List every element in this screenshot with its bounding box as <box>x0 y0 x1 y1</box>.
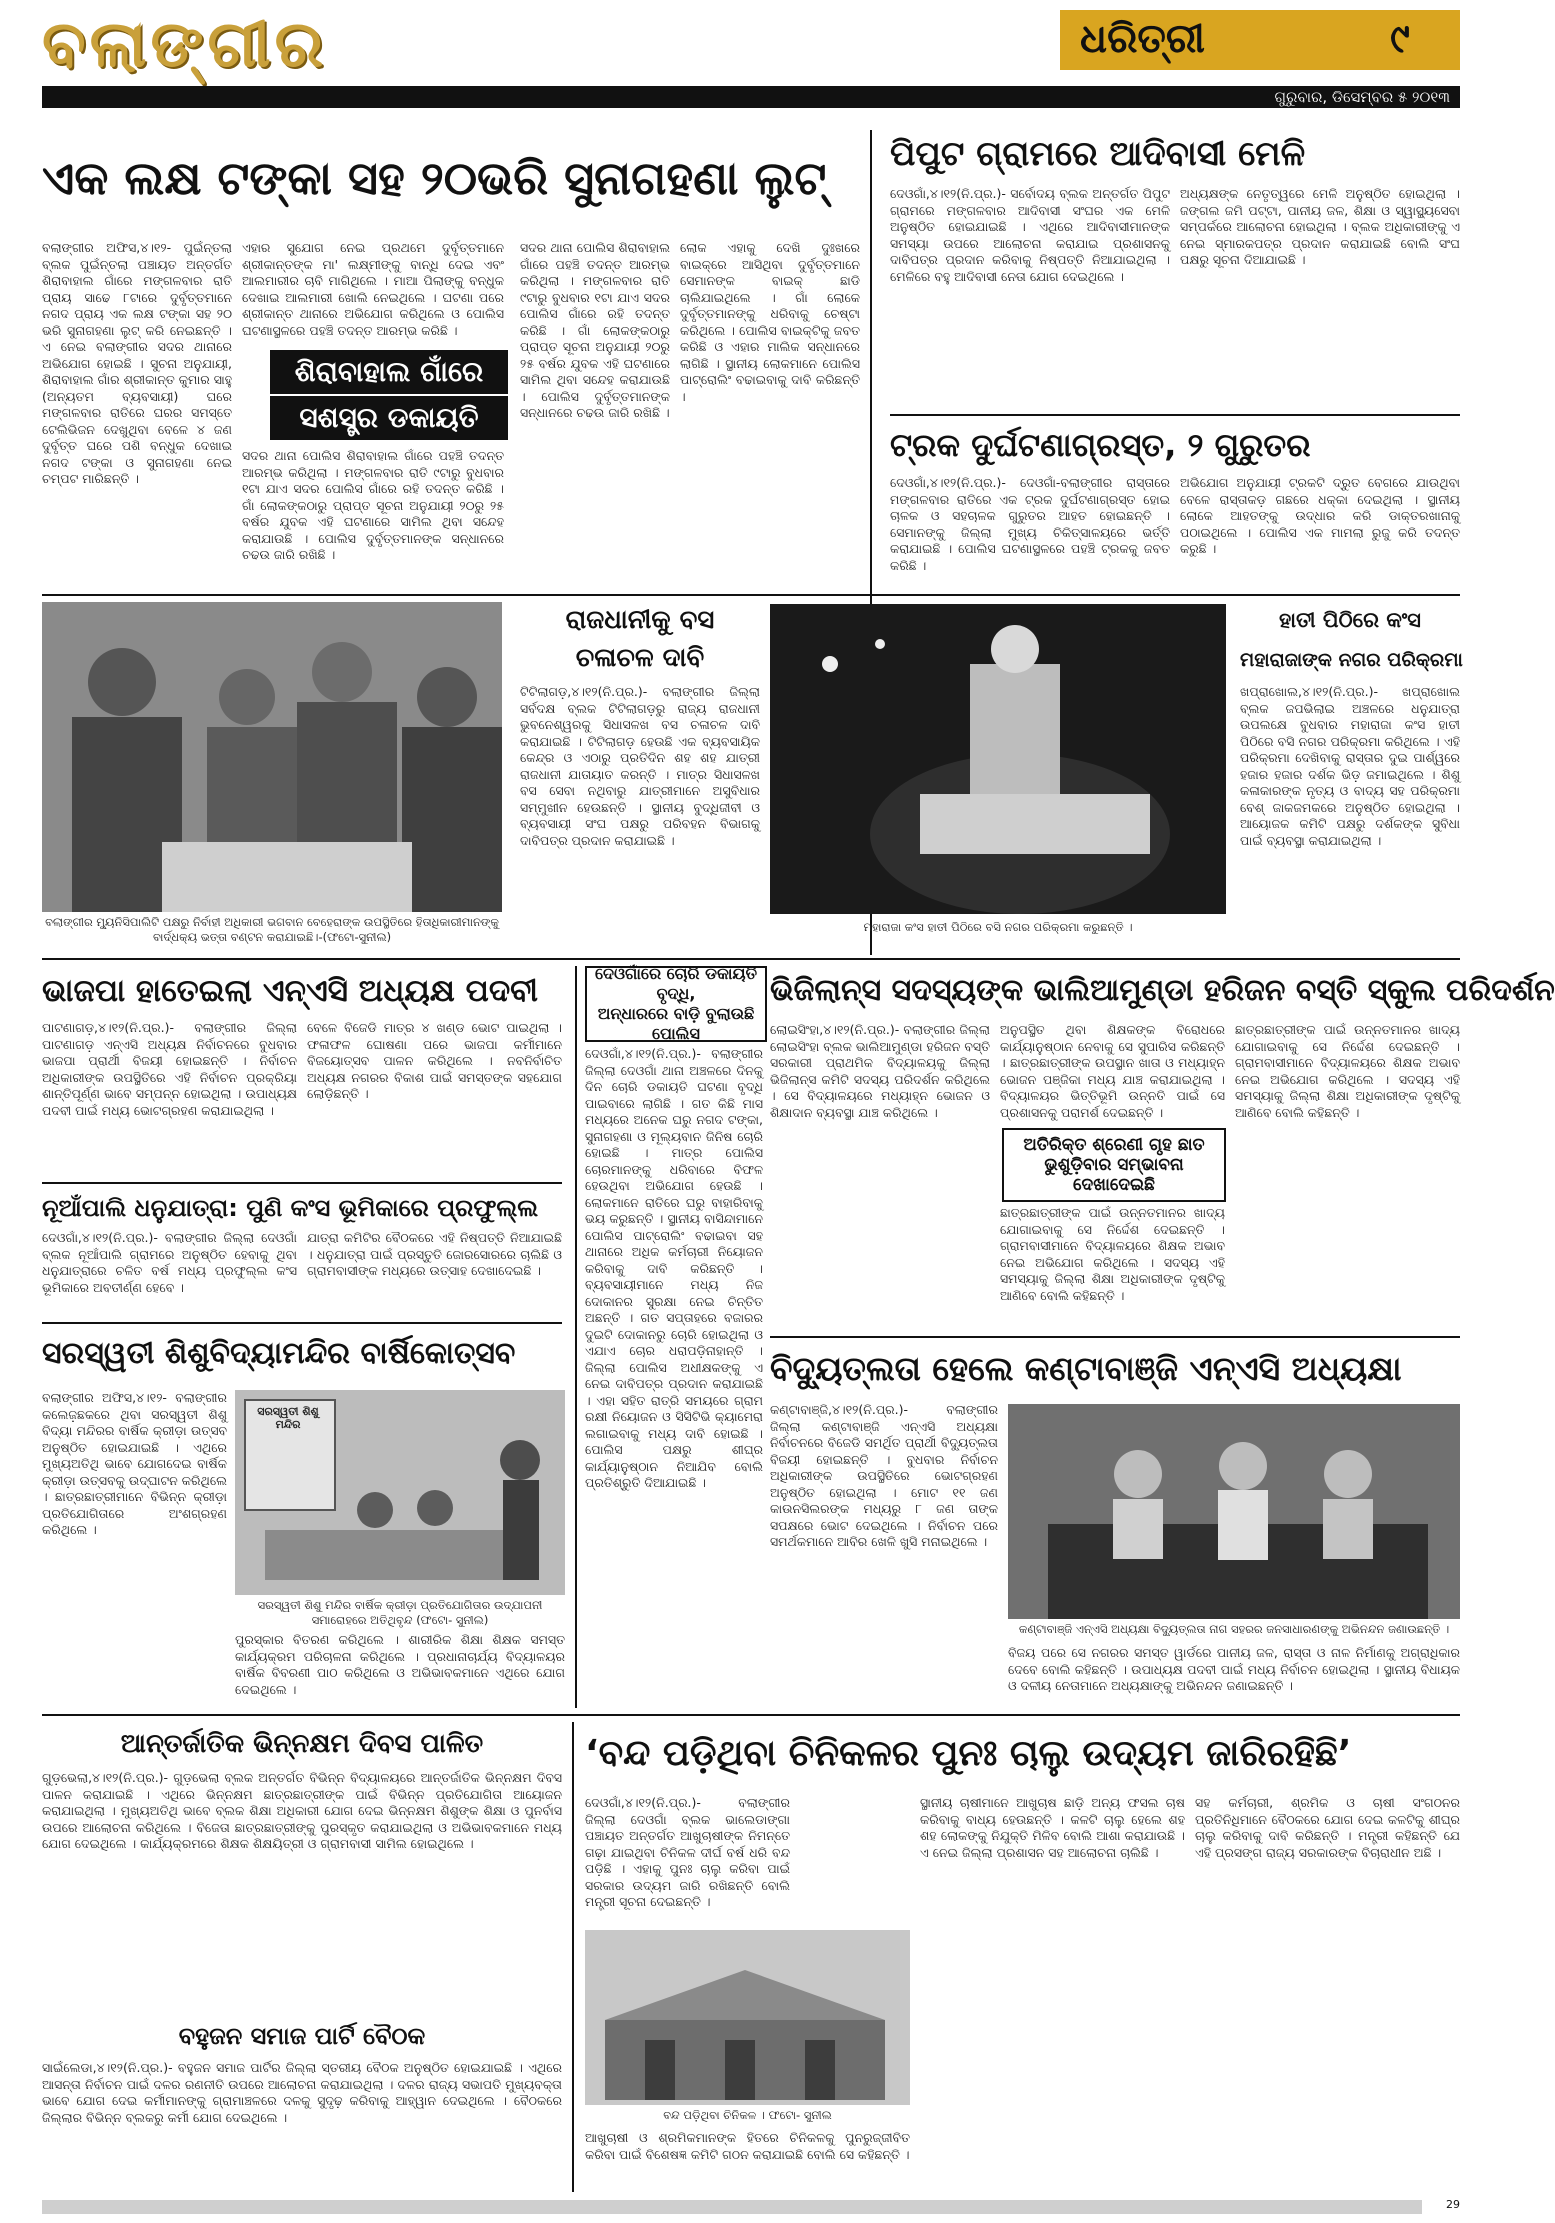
sugar-mill-graphic <box>585 1930 910 2105</box>
kansa-elephant-graphic <box>770 604 1226 914</box>
bsp-headline: ବହୁଜନ ସମାଜ ପାର୍ଟି ବୈଠକ <box>178 2022 426 2050</box>
kantabanji-photo-graphic <box>1008 1404 1460 1619</box>
lead-col-1: ବଲାଙ୍ଗୀର ଅଫିସ,୪।୧୨- ପୁଇଁନ୍ତଲା ବ୍ଲକ ପୁଇଁନ୍ତଲା ପଞ୍ଚାୟତ ଅନ୍ତର୍ଗତ ଶିରାବାହାଲ ଗାଁରେ ମଙ୍ଗଳବାର ରାତି ପ୍ରାୟ ସାଢେ ୮ଟାରେ ଦୁର୍ବୃତ୍ତମାନେ ନଗଦ ପ୍ରାୟ ଏକ ଲକ୍ଷ ଟଙ୍କା ସହ ୨୦ ଭରି ସୁନାଗହଣା ଲୁଟ୍ କରି ନେଇଛନ୍ତି । ଏ ନେଇ ବଲାଙ୍ଗୀର ସଦର ଥାନାରେ ଅଭିଯୋଗ ହୋଇଛି । ସୁଚନା ଅନୁଯାୟୀ, ଶିରାବାହାଲ ଗାଁର ଶ୍ରୀକାନ୍ତ କୁମାର ସାହୁ (ଅନ୍ୟତମ ବ୍ୟବସାୟୀ) ଘରେ ମଙ୍ଗଳବାର ରାତିରେ ଘରର ସମସ୍ତେ ଟେଲିଭିଜନ ଦେଖୁଥିବା ବେଳେ ୪ ଜଣ ଦୁର୍ବୃତ୍ତ ଘରେ ପଶି ବନ୍ଧୁକ ଦେଖାଇ ନଗଦ ଟଙ୍କା ଓ ସୁନାଗହଣା ନେଇ ଚମ୍ପଟ ମାରିଛନ୍ତି । <box>42 240 232 486</box>
folio-number: 29 <box>1446 2198 1460 2211</box>
kansa-body: ଖପ୍ରାଖୋଲ,୪।୧୨(ନି.ପ୍ର.)- ଖପ୍ରାଖୋଲ ବ୍ଲକ ଜପଭିଲାଇ ଅଞ୍ଚଳରେ ଧନୁଯାତ୍ରା ଉପଲକ୍ଷେ ବୁଧବାର ମହାରାଜା କଂସ ହାତୀ ପିଠିରେ ବସି ନଗର ପରିକ୍ରମା କରିଥିଲେ । ଏହି ପରିକ୍ରମା ଦେଖିବାକୁ ରାସ୍ତାର ଦୁଇ ପାର୍ଶ୍ୱରେ ହଜାର ହଜାର ଦର୍ଶକ ଭିଡ଼ ଜମାଇଥିଲେ । ଶିଶୁ କଳାକାରଙ୍କ ନୃତ୍ୟ ଓ ବାଦ୍ୟ ସହ ପରିକ୍ରମା ବେଶ୍ ଜାକଜମକରେ ଅନୁଷ୍ଠିତ ହୋଇଥିଲା । ଆୟୋଜକ କମିଟି ପକ୍ଷରୁ ଦର୍ଶକଙ୍କ ସୁବିଧା ପାଇଁ ବ୍ୟବସ୍ଥା କରାଯାଇଥିଲା । <box>1240 684 1460 848</box>
saraswati-col-1: ବଲାଙ୍ଗୀର ଅଫିସ,୪।୧୨- ବଲାଙ୍ଗୀର କଲେଜ଼ଛକରେ ଥିବା ସରସ୍ୱତୀ ଶିଶୁ ବିଦ୍ୟା ମନ୍ଦିରର ବାର୍ଷିକ କ୍ରୀଡ଼ା ଉତ୍ସବ ଅନୁଷ୍ଠିତ ହୋଇଯାଇଛି । ଏଥିରେ ମୁଖ୍ୟଅତିଥି ଭାବେ ଯୋଗଦେଇ ବାର୍ଷିକ କ୍ରୀଡ଼ା ଉତ୍ସବକୁ ଉଦ୍‌ଘାଟନ କରିଥିଲେ । ଛାତ୍ରଛାତ୍ରୀମାନେ ବିଭିନ୍ନ କ୍ରୀଡ଼ା ପ୍ରତିଯୋଗିତାରେ ଅଂଶଗ୍ରହଣ କରିଥିଲେ । <box>42 1390 227 1537</box>
section-divider <box>42 1714 1460 1716</box>
kansa-headline-2: ମହାରାଜାଙ୍କ ନଗର ପରିକ୍ରମା <box>1240 649 1463 671</box>
lead-subhead-1: ଶିରାବାହାଲ ଗାଁରେ <box>270 350 508 394</box>
saraswati-banner-text: ସରସ୍ୱତୀ ଶିଶୁ ମନ୍ଦିର <box>257 1405 319 1431</box>
saraswati-headline: ସରସ୍ୱତୀ ଶିଶୁବିଦ୍ୟାମନ୍ଦିର ବାର୍ଷିକୋତ୍ସବ <box>42 1336 516 1371</box>
bjp-headline: ଭାଜପା ହାତେଇଲା ଏନ୍‌ଏସି ଅଧ୍ୟକ୍ଷ ପଦବୀ <box>42 973 539 1009</box>
divider <box>42 1182 562 1184</box>
kantabanji-photo-caption: କଣ୍ଟାବାଞ୍ଜି ଏନ୍‌ଏସି ଅଧ୍ୟକ୍ଷା ବିଦ୍ୟୁତ୍‌ଲତା ନାଗ ସହରର ଜନସାଧାରଣଙ୍କୁ ଅଭିନନ୍ଦନ ଜଣାଉଛନ୍ତି । <box>1018 1622 1450 1636</box>
truck-col-2: ଅଭିଯୋଗ ଅନୁଯାୟୀ ଟ୍ରକଟି ଦ୍ରୁତ ବେଗରେ ଯାଉଥିବା ବେଳେ ରାସ୍ତାକଡ଼ ଗଛରେ ଧକ୍କା ଦେଇଥିଲା । ସ୍ଥାନୀୟ ଲୋକେ ଆହତଙ୍କୁ ଉଦ୍ଧାର କରି ଡାକ୍ତରଖାନାକୁ ପଠାଇଥିଲେ । ପୋଲିସ ଏକ ମାମଲା ରୁଜୁ କରି ତଦନ୍ତ କରୁଛି । <box>1180 475 1460 556</box>
dhanu-headline: ନୂଆଁପାଲି ଧନୁଯାତ୍ରା: ପୁଣି କଂସ ଭୂମିକାରେ ପ୍ରଫୁଲ୍ଲ <box>42 1194 539 1222</box>
hostel-headline-box <box>1002 1128 1226 1202</box>
divider <box>42 1322 562 1324</box>
footer-bar <box>42 2200 1422 2214</box>
disabled-headline: ଆନ୍ତର୍ଜାତିକ ଭିନ୍ନକ୍ଷମ ଦିବସ ପାଳିତ <box>120 1729 484 1759</box>
pension-photo <box>42 602 502 912</box>
vigilance-col-1: ଲୋଇସିଂହା,୪।୧୨(ନି.ପ୍ର.)- ବଲାଙ୍ଗୀର ଜିଲ୍ଲା ଲୋଇସିଂହା ବ୍ଲକ ଭାଲିଆମୁଣ୍ଡା ହରିଜନ ବସ୍ତି ସରକାରୀ ପ୍ରାଥମିକ ବିଦ୍ୟାଳୟକୁ ଜିଲ୍ଲା ଭିଜିଲାନ୍ସ କମିଟି ସଦସ୍ୟ ପରିଦର୍ଶନ କରିଥିଲେ । ସେ ବିଦ୍ୟାଳୟରେ ମଧ୍ୟାହ୍ନ ଭୋଜନ ଓ ଶିକ୍ଷାଦାନ ବ୍ୟବସ୍ଥା ଯାଞ୍ଚ କରିଥିଲେ । <box>770 1022 990 1120</box>
sugar-photo-caption: ବନ୍ଦ ପଡ଼ିଥିବା ଚିନିକଳ । ଫଟୋ- ସୁନୀଲ <box>663 2108 832 2122</box>
divider <box>770 1336 1460 1338</box>
sugar-col-1: ଦେଓଗାଁ,୪।୧୨(ନି.ପ୍ର.)- ବଲାଙ୍ଗୀର ଜିଲ୍ଲା ଦେଓଗାଁ ବ୍ଲକ ଭାଲେଡାଙ୍ଗା ପଞ୍ଚାୟତ ଅନ୍ତର୍ଗତ ଆଖୁଚାଷୀଙ୍କ ନିମନ୍ତେ ଗଢ଼ା ଯାଇଥିବା ଚିନିକଳ ଦୀର୍ଘ ବର୍ଷ ଧରି ବନ୍ଦ ପଡ଼ିଛି । ଏହାକୁ ପୁନଃ ଚାଲୁ କରିବା ପାଇଁ ସରକାର ଉଦ୍ୟମ ଜାରି ରଖିଛନ୍ତି ବୋଲି ମନ୍ତ୍ରୀ ସୂଚନା ଦେଇଛନ୍ତି । <box>585 1795 790 1909</box>
pipupat-col-1: ଦେଓଗାଁ,୪।୧୨(ନି.ପ୍ର.)- ସର୍ବୋଦୟ ବ୍ଲକ ଅନ୍ତର୍ଗତ ପିପୁଟ ଗ୍ରାମରେ ମଙ୍ଗଳବାର ଆଦିବାସୀ ସଂଘର ଏକ ମେଳି ଅନୁଷ୍ଠିତ ହୋଇଯାଇଛି । ଏଥିରେ ଆଦିବାସୀମାନଙ୍କ ସମସ୍ୟା ଉପରେ ଆଲୋଚନା କରାଯାଇ ପ୍ରଶାସନକୁ ଦାବିପତ୍ର ପ୍ରଦାନ କରିବାକୁ ନିଷ୍ପତ୍ତି ନିଆଯାଇଥିଲା । ମେଳିରେ ବହୁ ଆଦିବାସୀ ନେତା ଯୋଗ ଦେଇଥିଲେ । <box>890 186 1170 284</box>
dhanu-col-2: ଯାତ୍ରା କମିଟିର ବୈଠକରେ ଏହି ନିଷ୍ପତ୍ତି ନିଆଯାଇଛି । ଧନୁଯାତ୍ରା ପାଇଁ ପ୍ରସ୍ତୁତି ଜୋରସୋରରେ ଚାଲିଛି ଓ ଗ୍ରାମବାସୀଙ୍କ ମଧ୍ୟରେ ଉତ୍ସାହ ଦେଖାଦେଇଛି । <box>307 1230 562 1278</box>
vigilance-col-2b: ଛାତ୍ରଛାତ୍ରୀଙ୍କ ପାଇଁ ଉନ୍ନତମାନର ଖାଦ୍ୟ ଯୋଗାଇବାକୁ ସେ ନିର୍ଦ୍ଦେଶ ଦେଇଛନ୍ତି । ଗ୍ରାମବାସୀମାନେ ବିଦ୍ୟାଳୟରେ ଶିକ୍ଷକ ଅଭାବ ନେଇ ଅଭିଯୋଗ କରିଥିଲେ । ସଦସ୍ୟ ଏହି ସମସ୍ୟାକୁ ଜିଲ୍ଲା ଶିକ୍ଷା ଅଧିକାରୀଙ୍କ ଦୃଷ୍ଟିକୁ ଆଣିବେ ବୋଲି କହିଛନ୍ତି । <box>1000 1205 1225 1303</box>
hostel-headline-1: ଅତିରିକ୍ତ ଶ୍ରେଣୀ ଗୃହ ଛାତ <box>1023 1135 1205 1155</box>
truck-headline: ଟ୍ରକ ଦୁର୍ଘଟଣାଗ୍ରସ୍ତ, ୨ ଗୁରୁତର <box>890 426 1311 464</box>
section-divider <box>42 958 1460 960</box>
kansa-elephant-photo <box>770 604 1226 914</box>
sugar-col-3: ସହ କର୍ମଚାରୀ, ଶ୍ରମିକ ଓ ଚାଷୀ ସଂଗଠନର ପ୍ରତିନିଧିମାନେ ବୈଠକରେ ଯୋଗ ଦେଇ କଳଟିକୁ ଶୀଘ୍ର ଚାଲୁ କରିବାକୁ ଦାବି କରିଛନ୍ତି । ମନ୍ତ୍ରୀ କହିଛନ୍ତି ଯେ ଏହି ପ୍ରସଙ୍ଗ ରାଜ୍ୟ ସରକାରଙ୍କ ବିଚାରାଧୀନ ଅଛି । <box>1195 1795 1460 1860</box>
deogaon-headline-1: ଦେଓଗାଁରେ ଚୋରି ଡକାୟତି ବୃଦ୍ଧି, <box>594 964 758 1003</box>
pension-photo-caption: ବଲାଙ୍ଗୀର ମ୍ୟୁନିସିପାଲିଟି ପକ୍ଷରୁ ନିର୍ବାହୀ ଅଧିକାରୀ ଭଗବାନ ବେହେରାଙ୍କ ଉପସ୍ଥିତିରେ ହିତାଧିକାରୀମାନଙ୍କୁ ବାର୍ଦ୍ଧକ୍ୟ ଭତ୍ତା ବଣ୍ଟନ କରାଯାଇଛି।-(ଫଟୋ-ସୁନୀଲ) <box>45 915 499 944</box>
pension-photo-graphic <box>42 602 502 912</box>
lead-col-2b: ସଦର ଥାନା ପୋଲିସ ଶିରାବାହାଲ ଗାଁରେ ପହଞ୍ଚି ତଦନ୍ତ ଆରମ୍ଭ କରିଥିଲା । ମଙ୍ଗଳବାର ରାତି ୯ଟାରୁ ବୁଧବାର ୧ଟା ଯାଏ ସଦର ପୋଲିସ ଗାଁରେ ରହି ତଦନ୍ତ କରିଛି । ଗାଁ ଲୋକଙ୍କଠାରୁ ପ୍ରାପ୍ତ ସୂଚନା ଅନୁଯାୟୀ ୨୦ରୁ ୨୫ ବର୍ଷର ଯୁବକ ଏହି ଘଟଣାରେ ସାମିଲ ଥିବା ସନ୍ଦେହ କରାଯାଉଛି । ପୋଲିସ ଦୁର୍ବୃତ୍ତମାନଙ୍କ ସନ୍ଧାନରେ ଚଢଉ ଜାରି ରଖିଛି । <box>242 448 504 562</box>
masthead-title: ବଲାଙ୍ଗୀର <box>42 7 328 82</box>
sugar-mill-photo <box>585 1930 910 2105</box>
lead-col-2: ଏହାର ସୁଯୋଗ ନେଇ ପ୍ରଥମେ ଦୁର୍ବୃତ୍ତମାନେ ଶ୍ରୀକାନ୍ତଙ୍କ ମା' ଲକ୍ଷ୍ମୀଙ୍କୁ ବାନ୍ଧି ଦେଇ ଏବଂ ଆଲମାରୀର ଚାବି ମାଗିଥିଲେ । ମାଆ ପିଲାଙ୍କୁ ବନ୍ଧୁକ ଦେଖାଇ ଆଲମାରୀ ଖୋଲି ନେଇଥିଲେ । ଘଟଣା ପରେ ଶ୍ରୀକାନ୍ତ ଥାନାରେ ଅଭିଯୋଗ କରିଥିଲେ ଓ ପୋଲିସ ଘଟଣାସ୍ଥଳରେ ପହଞ୍ଚି ତଦନ୍ତ ଆରମ୍ଭ କରିଛି । <box>242 240 504 338</box>
lead-col-3: ସଦର ଥାନା ପୋଲିସ ଶିରାବାହାଲ ଗାଁରେ ପହଞ୍ଚି ତଦନ୍ତ ଆରମ୍ଭ କରିଥିଲା । ମଙ୍ଗଳବାର ରାତି ୯ଟାରୁ ବୁଧବାର ୧ଟା ଯାଏ ସଦର ପୋଲିସ ଗାଁରେ ରହି ତଦନ୍ତ କରିଛି । ଗାଁ ଲୋକଙ୍କଠାରୁ ପ୍ରାପ୍ତ ସୂଚନା ଅନୁଯାୟୀ ୨୦ରୁ ୨୫ ବର୍ଷର ଯୁବକ ଏହି ଘଟଣାରେ ସାମିଲ ଥିବା ସନ୍ଦେହ କରାଯାଉଛି । ପୋଲିସ ଦୁର୍ବୃତ୍ତମାନଙ୍କ ସନ୍ଧାନରେ ଚଢଉ ଜାରି ରଖିଛି । <box>520 240 670 420</box>
vigilance-headline: ଭିଜିଲାନ୍ସ ସଦସ୍ୟଙ୍କ ଭାଲିଆମୁଣ୍ଡା ହରିଜନ ବସ୍ତି ସ୍କୁଲ ପରିଦର୍ଶନ <box>770 973 1555 1008</box>
deogaon-body: ଦେଓଗାଁ,୪।୧୨(ନି.ପ୍ର.)- ବଲାଙ୍ଗୀର ଜିଲ୍ଲା ଦେଓଗାଁ ଥାନା ଅଞ୍ଚଳରେ ଦିନକୁ ଦିନ ଚୋରି ଡକାୟତି ଘଟଣା ବୃଦ୍ଧି ପାଇବାରେ ଲାଗିଛି । ଗତ କିଛି ମାସ ମଧ୍ୟରେ ଅନେକ ଘରୁ ନଗଦ ଟଙ୍କା, ସୁନାଗହଣା ଓ ମୂଲ୍ୟବାନ ଜିନିଷ ଚୋରି ହୋଇଛି । ମାତ୍ର ପୋଲିସ ଚୋରମାନଙ୍କୁ ଧରିବାରେ ବିଫଳ ହେଉଥିବା ଅଭିଯୋଗ ହେଉଛି । ଲୋକମାନେ ରାତିରେ ଘରୁ ବାହାରିବାକୁ ଭୟ କରୁଛନ୍ତି । ସ୍ଥାନୀୟ ବାସିନ୍ଦାମାନେ ପୋଲିସ ପାଟ୍ରୋଲିଂ ବଢାଇବା ସହ ଥାନାରେ ଅଧିକ କର୍ମଚାରୀ ନିୟୋଜନ କରିବାକୁ ଦାବି କରିଛନ୍ତି । ବ୍ୟବସାୟୀମାନେ ମଧ୍ୟ ନିଜ ଦୋକାନର ସୁରକ୍ଷା ନେଇ ଚିନ୍ତିତ ଅଛନ୍ତି । ଗତ ସପ୍ତାହରେ ବଜାରର ଦୁଇଟି ଦୋକାନରୁ ଚୋରି ହୋଇଥିଲା ଓ ଏଯାଏ ଚୋର ଧରାପଡ଼ିନାହାନ୍ତି । ଜିଲ୍ଲା ପୋଲିସ ଅଧୀକ୍ଷକଙ୍କୁ ଏ ନେଇ ଦାବିପତ୍ର ପ୍ରଦାନ କରାଯାଇଛି । ଏହା ସହିତ ରାତ୍ରି ସମୟରେ ଗ୍ରାମ ରକ୍ଷୀ ନିୟୋଜନ ଓ ସିସିଟିଭି କ୍ୟାମେରା ଲଗାଇବାକୁ ମଧ୍ୟ ଦାବି ହୋଇଛି । ପୋଲିସ ପକ୍ଷରୁ ଶୀଘ୍ର କାର୍ଯ୍ୟାନୁଷ୍ଠାନ ନିଆଯିବ ବୋଲି ପ୍ରତିଶ୍ରୁତି ଦିଆଯାଇଛି । <box>585 1046 763 1490</box>
disabled-body: ଗୁଡ଼ଭେଲା,୪।୧୨(ନି.ପ୍ର.)- ଗୁଡ଼ଭେଲା ବ୍ଲକ ଅନ୍ତର୍ଗତ ବିଭିନ୍ନ ବିଦ୍ୟାଳୟରେ ଆନ୍ତର୍ଜାତିକ ଭିନ୍ନକ୍ଷମ ଦିବସ ପାଳନ କରାଯାଇଛି । ଏଥିରେ ଭିନ୍ନକ୍ଷମ ଛାତ୍ରଛାତ୍ରୀଙ୍କ ପାଇଁ ବିଭିନ୍ନ ପ୍ରତିଯୋଗିତା ଆୟୋଜନ କରାଯାଇଥିଲା । ମୁଖ୍ୟଅତିଥି ଭାବେ ବ୍ଲକ ଶିକ୍ଷା ଅଧିକାରୀ ଯୋଗ ଦେଇ ଭିନ୍ନକ୍ଷମ ଶିଶୁଙ୍କ ଶିକ୍ଷା ଓ ପୁନର୍ବାସ ଉପରେ ଆଲୋଚନା କରିଥିଲେ । ବିଜେତା ଛାତ୍ରଛାତ୍ରୀଙ୍କୁ ପୁରସ୍କୃତ କରାଯାଇଥିଲା ଓ ଅଭିଭାବକମାନେ ମଧ୍ୟ ଯୋଗ ଦେଇଥିଲେ । କାର୍ଯ୍ୟକ୍ରମରେ ଶିକ୍ଷକ ଶିକ୍ଷୟିତ୍ରୀ ଓ ଗ୍ରାମବାସୀ ସାମିଲ ହୋଇଥିଲେ । <box>42 1770 562 1851</box>
bus-headline-1: ରାଜଧାନୀକୁ ବସ <box>565 605 715 635</box>
hostel-headline-2: ଭୁଶୁଡ଼ିବାର ସମ୍ଭାବନା ଦେଖାଦେଇଛି <box>1044 1155 1184 1195</box>
kantabanji-col-1: କଣ୍ଟାବାଞ୍ଜି,୪।୧୨(ନି.ପ୍ର.)- ବଲାଙ୍ଗୀର ଜିଲ୍ଲା କଣ୍ଟାବାଞ୍ଜି ଏନ୍‌ଏସି ଅଧ୍ୟକ୍ଷା ନିର୍ବାଚନରେ ବିଜେଡି ସମର୍ଥିତ ପ୍ରାର୍ଥୀ ବିଦ୍ୟୁତ୍‌ଲତା ବିଜୟୀ ହୋଇଛନ୍ତି । ବୁଧବାର ନିର୍ବାଚନ ଅଧିକାରୀଙ୍କ ଉପସ୍ଥିତିରେ ଭୋଟଗ୍ରହଣ ଅନୁଷ୍ଠିତ ହୋଇଥିଲା । ମୋଟ ୧୧ ଜଣ କାଉନସିଲରଙ୍କ ମଧ୍ୟରୁ ୮ ଜଣ ତାଙ୍କ ସପକ୍ଷରେ ଭୋଟ ଦେଇଥିଲେ । ନିର୍ବାଚନ ପରେ ସମର୍ଥକମାନେ ଆବିର ଖେଳି ଖୁସି ମନାଇଥିଲେ । <box>770 1402 998 1549</box>
sugar-headline: ‘ବନ୍ଦ ପଡ଼ିଥିବା ଚିନିକଳର ପୁନଃ ଚାଲୁ ଉଦ୍ୟମ ଜାରିରହିଛି’ <box>585 1733 1352 1774</box>
kansa-headline-1: ହାତୀ ପିଠିରେ କଂସ <box>1279 608 1421 632</box>
lead-headline: ଏକ ଲକ୍ଷ ଟଙ୍କା ସହ ୨୦ଭରି ସୁନାଗହଣା ଲୁଟ୍‌ <box>42 151 827 205</box>
deogaon-headline-box <box>585 966 767 1042</box>
dhanu-col-1: ଦେଓଗାଁ,୪।୧୨(ନି.ପ୍ର.)- ବଲାଙ୍ଗୀର ଜିଲ୍ଲା ଦେଓଗାଁ ବ୍ଲକ ନୂଆଁପାଲି ଗ୍ରାମରେ ଅନୁଷ୍ଠିତ ହେବାକୁ ଥିବା ଧନୁଯାତ୍ରାରେ ଚଳିତ ବର୍ଷ ମଧ୍ୟ ପ୍ରଫୁଲ୍ଲ କଂସ ଭୂମିକାରେ ଅବତୀର୍ଣ୍ଣ ହେବେ । <box>42 1230 297 1295</box>
vigilance-col-2: ଅନୁପସ୍ଥିତ ଥିବା ଶିକ୍ଷକଙ୍କ ବିରୋଧରେ କାର୍ଯ୍ୟାନୁଷ୍ଠାନ ନେବାକୁ ସେ ସୁପାରିସ କରିଛନ୍ତି । ଛାତ୍ରଛାତ୍ରୀଙ୍କ ଉପସ୍ଥାନ ଖାତା ଓ ମଧ୍ୟାହ୍ନ ଭୋଜନ ପଞ୍ଜିକା ମଧ୍ୟ ଯାଞ୍ଚ କରାଯାଇଥିଲା । ବିଦ୍ୟାଳୟର ଭିତ୍ତିଭୂମି ଉନ୍ନତି ପାଇଁ ସେ ପ୍ରଶାସନକୁ ପରାମର୍ଶ ଦେଇଛନ୍ତି । <box>1000 1022 1225 1120</box>
kantabanji-col-2: ବିଜୟ ପରେ ସେ ନଗରର ସମସ୍ତ ୱାର୍ଡରେ ପାନୀୟ ଜଳ, ରାସ୍ତା ଓ ନାଳ ନିର୍ମାଣକୁ ଅଗ୍ରାଧିକାର ଦେବେ ବୋଲି କହିଛନ୍ତି । ଉପାଧ୍ୟକ୍ଷ ପଦବୀ ପାଇଁ ମଧ୍ୟ ନିର୍ବାଚନ ହୋଇଥିଲା । ସ୍ଥାନୀୟ ବିଧାୟକ ଓ ଦଳୀୟ ନେତାମାନେ ଅଧ୍ୟକ୍ଷାଙ୍କୁ ଅଭିନନ୍ଦନ ଜଣାଇଛନ୍ତି । <box>1008 1645 1460 1693</box>
sugar-col-2: ସ୍ଥାନୀୟ ଚାଷୀମାନେ ଆଖୁଚାଷ ଛାଡ଼ି ଅନ୍ୟ ଫସଲ ଚାଷ କରିବାକୁ ବାଧ୍ୟ ହେଉଛନ୍ତି । କଳଟି ଚାଲୁ ହେଲେ ଶହ ଶହ ଲୋକଙ୍କୁ ନିଯୁକ୍ତି ମିଳିବ ବୋଲି ଆଶା କରାଯାଉଛି । ଏ ନେଇ ଜିଲ୍ଲା ପ୍ରଶାସନ ସହ ଆଲୋଚନା ଚାଲିଛି । <box>920 1795 1185 1860</box>
date-line: ଗୁରୁବାର, ଡିସେମ୍ବର ୫ ୨୦୧୩ <box>1274 88 1450 106</box>
masthead-brand: ଧରିତ୍ରୀ <box>1080 16 1205 62</box>
section-divider <box>42 594 1460 596</box>
kantabanji-photo <box>1008 1404 1460 1619</box>
lead-subhead-2: ସଶସ୍ତ୍ର ଡକାୟତି <box>270 396 508 440</box>
saraswati-photo-caption: ସରସ୍ୱତୀ ଶିଶୁ ମନ୍ଦିର ବାର୍ଷିକ କ୍ରୀଡ଼ା ପ୍ରତିଯୋଗିତାର ଉଦ୍‌ଯାପନୀ ସମାରୋହରେ ଅତିଥିବୃନ୍ଦ (ଫଟୋ- ସୁନୀଲ) <box>257 1598 543 1627</box>
divider <box>890 414 1460 416</box>
sugar-below: ଆଖୁଚାଷୀ ଓ ଶ୍ରମିକମାନଙ୍କ ହିତରେ ଚିନିକଳକୁ ପୁନରୁଜ୍ଜୀବିତ କରିବା ପାଇଁ ବିଶେଷଜ୍ଞ କମିଟି ଗଠନ କରାଯାଇଛି ବୋଲି ସେ କହିଛନ୍ତି । <box>585 2130 910 2162</box>
page-number: ୯ <box>1390 16 1410 62</box>
kansa-photo-caption: ମହାରାଜା କଂସ ହାତୀ ପିଠିରେ ବସି ନଗର ପରିକ୍ରମା କରୁଛନ୍ତି । <box>863 920 1133 934</box>
saraswati-col-2: ପୁରସ୍କାର ବିତରଣ କରିଥିଲେ । ଶାରୀରିକ ଶିକ୍ଷା ଶିକ୍ଷକ ସମସ୍ତ କାର୍ଯ୍ୟକ୍ରମ ପରିଚାଳନା କରିଥିଲେ । ପ୍ରଧାନାଚାର୍ଯ୍ୟ ବିଦ୍ୟାଳୟର ବାର୍ଷିକ ବିବରଣୀ ପାଠ କରିଥିଲେ ଓ ଅଭିଭାବକମାନେ ଏଥିରେ ଯୋଗ ଦେଇଥିଲେ । <box>235 1632 565 1697</box>
bjp-col-1: ପାଟଣାଗଡ଼,୪।୧୨(ନି.ପ୍ର.)- ବଲାଙ୍ଗୀର ଜିଲ୍ଲା ପାଟଣାଗଡ଼ ଏନ୍‌ଏସି ଅଧ୍ୟକ୍ଷ ନିର୍ବାଚନରେ ବୁଧବାର ଭାଜପା ପ୍ରାର୍ଥୀ ବିଜୟୀ ହୋଇଛନ୍ତି । ନିର୍ବାଚନ ଅଧିକାରୀଙ୍କ ଉପସ୍ଥିତିରେ ଏହି ନିର୍ବାଚନ ପ୍ରକ୍ରିୟା ଶାନ୍ତିପୂର୍ଣ୍ଣ ଭାବେ ସମ୍ପନ୍ନ ହୋଇଥିଲା । ଉପାଧ୍ୟକ୍ଷ ପଦବୀ ପାଇଁ ମଧ୍ୟ ଭୋଟଗ୍ରହଣ କରାଯାଇଥିଲା । <box>42 1020 297 1118</box>
bus-headline-2: ଚଳାଚଳ ଦାବି <box>575 643 705 673</box>
truck-col-1: ଦେଓଗାଁ,୪।୧୨(ନି.ପ୍ର.)- ଦେଓଗାଁ-ବଲାଙ୍ଗୀର ରାସ୍ତାରେ ମଙ୍ଗଳବାର ରାତିରେ ଏକ ଟ୍ରକ ଦୁର୍ଘଟଣାଗ୍ରସ୍ତ ହୋଇ ଚାଳକ ଓ ସହଚାଳକ ଗୁରୁତର ଆହତ ହୋଇଛନ୍ତି । ସେମାନଙ୍କୁ ଜିଲ୍ଲା ମୁଖ୍ୟ ଚିକିତ୍ସାଳୟରେ ଭର୍ତ୍ତି କରାଯାଇଛି । ପୋଲିସ ଘଟଣାସ୍ଥଳରେ ପହଞ୍ଚି ଟ୍ରକକୁ ଜବତ କରିଛି । <box>890 475 1170 573</box>
pipupat-headline: ପିପୁଟ ଗ୍ରାମରେ ଆଦିବାସୀ ମେଳି <box>890 134 1306 174</box>
column-rule <box>575 966 577 1708</box>
vigilance-col-3: ଛାତ୍ରଛାତ୍ରୀଙ୍କ ପାଇଁ ଉନ୍ନତମାନର ଖାଦ୍ୟ ଯୋଗାଇବାକୁ ସେ ନିର୍ଦ୍ଦେଶ ଦେଇଛନ୍ତି । ଗ୍ରାମବାସୀମାନେ ବିଦ୍ୟାଳୟରେ ଶିକ୍ଷକ ଅଭାବ ନେଇ ଅଭିଯୋଗ କରିଥିଲେ । ସଦସ୍ୟ ଏହି ସମସ୍ୟାକୁ ଜିଲ୍ଲା ଶିକ୍ଷା ଅଧିକାରୀଙ୍କ ଦୃଷ୍ଟିକୁ ଆଣିବେ ବୋଲି କହିଛନ୍ତି । <box>1235 1022 1460 1120</box>
bus-body: ଟିଟିଲାଗଡ଼,୪।୧୨(ନି.ପ୍ର.)- ବଲାଙ୍ଗୀର ଜିଲ୍ଲା ସର୍ବଦକ୍ଷ ବ୍ଲକ ଟିଟିଲାଗଡ଼ରୁ ରାଜ୍ୟ ରାଜଧାନୀ ଭୁବନେଶ୍ୱରକୁ ସିଧାସଳଖ ବସ ଚଳାଚଳ ଦାବି କରାଯାଇଛି । ଟିଟିଲାଗଡ଼ ହେଉଛି ଏକ ବ୍ୟବସାୟିକ କେନ୍ଦ୍ର ଓ ଏଠାରୁ ପ୍ରତିଦିନ ଶହ ଶହ ଯାତ୍ରୀ ରାଜଧାନୀ ଯାତାୟାତ କରନ୍ତି । ମାତ୍ର ସିଧାସଳଖ ବସ ସେବା ନଥିବାରୁ ଯାତ୍ରୀମାନେ ଅସୁବିଧାର ସମ୍ମୁଖୀନ ହେଉଛନ୍ତି । ସ୍ଥାନୀୟ ବୁଦ୍ଧିଜୀବୀ ଓ ବ୍ୟବସାୟୀ ସଂଘ ପକ୍ଷରୁ ପରିବହନ ବିଭାଗକୁ ଦାବିପତ୍ର ପ୍ରଦାନ କରାଯାଇଛି । <box>520 684 760 848</box>
bsp-body: ସାଇଁଲେଡା,୪।୧୨(ନି.ପ୍ର.)- ବହୁଜନ ସମାଜ ପାର୍ଟିର ଜିଲ୍ଲା ସ୍ତରୀୟ ବୈଠକ ଅନୁଷ୍ଠିତ ହୋଇଯାଇଛି । ଏଥିରେ ଆସନ୍ତା ନିର୍ବାଚନ ପାଇଁ ଦଳର ରଣନୀତି ଉପରେ ଆଲୋଚନା କରାଯାଇଥିଲା । ଦଳର ରାଜ୍ୟ ସଭାପତି ମୁଖ୍ୟବକ୍ତା ଭାବେ ଯୋଗ ଦେଇ କର୍ମୀମାନଙ୍କୁ ଗ୍ରାମାଞ୍ଚଳରେ ଦଳକୁ ସୁଦୃଢ଼ କରିବାକୁ ଆହ୍ୱାନ ଦେଇଥିଲେ । ବୈଠକରେ ଜିଲ୍ଲାର ବିଭିନ୍ନ ବ୍ଲକରୁ କର୍ମୀ ଯୋଗ ଦେଇଥିଲେ । <box>42 2060 562 2125</box>
bjp-col-2: ବେଳେ ବିଜେଡି ମାତ୍ର ୪ ଖଣ୍ଡ ଭୋଟ ପାଇଥିଲା । ଫଳାଫଳ ଘୋଷଣା ପରେ ଭାଜପା କର୍ମୀମାନେ ବିଜୟୋତ୍ସବ ପାଳନ କରିଥିଲେ । ନବନିର୍ବାଚିତ ଅଧ୍ୟକ୍ଷ ନଗରର ବିକାଶ ପାଇଁ ସମସ୍ତଙ୍କ ସହଯୋଗ ଲୋଡ଼ିଛନ୍ତି । <box>307 1020 562 1101</box>
kantabanji-headline: ବିଦ୍ୟୁତ୍‌ଲତା ହେଲେ କଣ୍ଟାବାଞ୍ଜି ଏନ୍‌ଏସି ଅଧ୍ୟକ୍ଷା <box>770 1349 1402 1388</box>
pipupat-col-2: ଅଧ୍ୟକ୍ଷଙ୍କ ନେତୃତ୍ୱରେ ମେଳି ଅନୁଷ୍ଠିତ ହୋଇଥିଲା । ଜଙ୍ଗଲ ଜମି ପଟ୍ଟା, ପାନୀୟ ଜଳ, ଶିକ୍ଷା ଓ ସ୍ୱାସ୍ଥ୍ୟସେବା ସମ୍ପର୍କରେ ଆଲୋଚନା ହୋଇଥିଲା । ବ୍ଲକ ଅଧିକାରୀଙ୍କୁ ଏ ନେଇ ସ୍ମାରକପତ୍ର ପ୍ରଦାନ କରାଯାଇଛି ବୋଲି ସଂଘ ପକ୍ଷରୁ ସୂଚନା ଦିଆଯାଇଛି । <box>1180 186 1460 267</box>
column-rule <box>572 1722 574 2192</box>
deogaon-headline-2: ଅନ୍ଧାରରେ ବାଡ଼ି ବୁଲାଉଛି ପୋଲିସ <box>597 1004 755 1043</box>
lead-col-4: ଲୋକ ଏହାକୁ ଦେଖି ଦୁଃଖରେ ବାଇକ୍‌ରେ ଆସିଥିବା ଦୁର୍ବୃତ୍ତମାନେ ସେମାନଙ୍କ ବାଇକ୍ ଛାଡି ଚାଲିଯାଇଥିଲେ । ଗାଁ ଲୋକେ ଦୁର୍ବୃତ୍ତମାନଙ୍କୁ ଧରିବାକୁ ଚେଷ୍ଟା କରିଥିଲେ । ପୋଲିସ ବାଇକ୍‌ଟିକୁ ଜବତ କରିଛି ଓ ଏହାର ମାଲିକ ସନ୍ଧାନରେ ଲାଗିଛି । ସ୍ଥାନୀୟ ଲୋକମାନେ ପୋଲିସ ପାଟ୍ରୋଲିଂ ବଢାଇବାକୁ ଦାବି କରିଛନ୍ତି । <box>680 240 860 404</box>
